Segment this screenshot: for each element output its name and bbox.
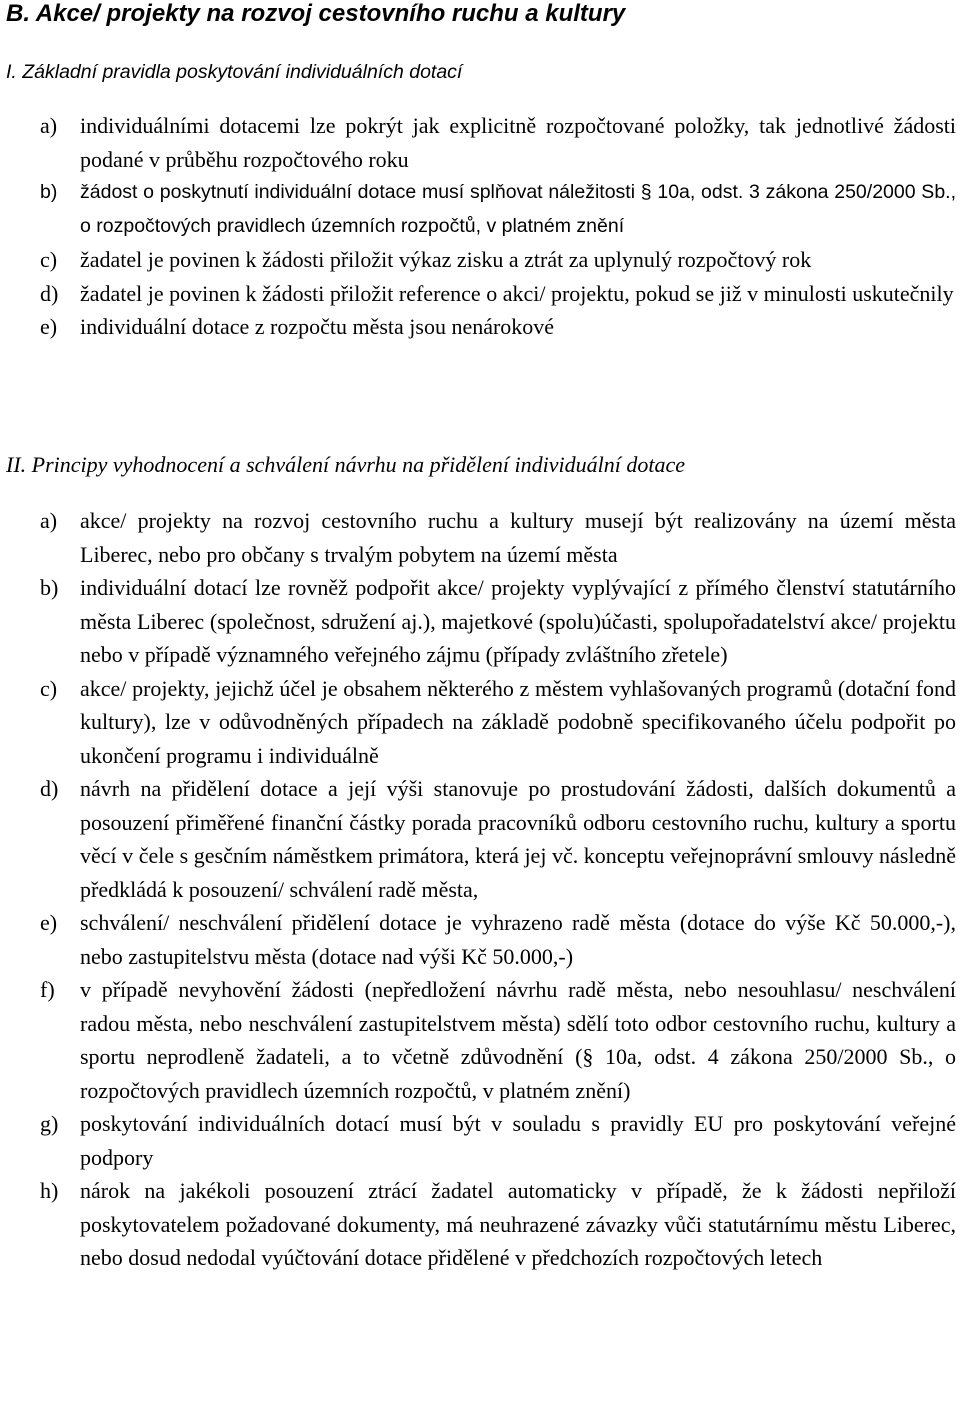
- document-title: B. Akce/ projekty na rozvoj cestovního ruchu a kultury: [6, 0, 626, 27]
- section-2-item-c: [0, 672, 956, 773]
- list-marker: f): [40, 977, 55, 1002]
- list-item-text: individuální dotace z rozpočtu města jsou nenárokové: [80, 314, 555, 339]
- list-item-text: individuálními dotacemi lze pokrýt jak explicitně rozpočtované položky, tak jednotlivé žádosti podané v průběhu rozpočtového roku: [80, 113, 956, 172]
- list-marker: e): [40, 910, 58, 935]
- section-2-item-a: [0, 504, 956, 571]
- section-1-item-b: [0, 176, 956, 243]
- list-item-text: žadatel je povinen k žádosti přiložit reference o akci/ projektu, pokud se již v minulosti uskutečnily: [80, 280, 954, 306]
- list-marker: a): [40, 508, 58, 533]
- list-item-text: akce/ projekty na rozvoj cestovního ruchu a kultury musejí být realizovány na území města Liberec, nebo pro občany s trvalým pobytem na území města: [80, 508, 956, 567]
- list-marker: c): [40, 247, 58, 272]
- list-marker: a): [40, 113, 58, 138]
- list-marker: b): [40, 575, 59, 600]
- section-2-item-d: [0, 772, 956, 906]
- list-marker: e): [40, 314, 58, 339]
- section-2-item-g: [0, 1107, 956, 1174]
- list-item-text: návrh na přidělení dotace a její výši stanovuje po prostudování žádosti, dalších dokumentů a posouzení přiměřené finanční částky porada pracovníků odboru cestovního ruchu, kultury a sportu věcí v čele s gesčním náměstkem primátora, která jej vč. konceptu veřejnoprávní smlouvy následně předkládá k posouzení/ schválení radě města,: [80, 776, 956, 902]
- list-item-text: schválení/ neschválení přidělení dotace je vyhrazeno radě města (dotace do výše Kč 50.000,-), nebo zastupitelstvu města (dotace nad výši Kč 50.000,-): [80, 910, 956, 969]
- list-marker: d): [40, 776, 59, 801]
- section-2-heading: II. Principy vyhodnocení a schválení návrhu na přidělení individuální dotace: [6, 452, 685, 477]
- list-item-text: akce/ projekty, jejichž účel je obsahem některého z městem vyhlašovaných programů (dotační fond kultury), lze v odůvodněných případech na základě podobně specifikovaného účelu podpořit po ukončení programu i individuálně: [80, 675, 956, 768]
- section-2-item-f: [0, 973, 956, 1107]
- section-1-heading: I. Základní pravidla poskytování individuálních dotací: [6, 61, 463, 83]
- section-1-item-a: [0, 109, 956, 176]
- list-marker: h): [40, 1178, 59, 1203]
- section-1-list: [0, 109, 956, 344]
- section-2-item-b: [0, 571, 956, 672]
- section-2-list: [0, 504, 956, 1275]
- list-item-text: poskytování individuálních dotací musí být v souladu s pravidly EU pro poskytování veřejné podpory: [80, 1111, 956, 1170]
- section-2-item-e: [0, 906, 956, 973]
- list-marker: g): [40, 1111, 59, 1136]
- list-item-text: nárok na jakékoli posouzení ztrácí žadatel automaticky v případě, že k žádosti nepřiloží poskytovatelem požadované dokumenty, má neuhrazené závazky vůči statutárnímu městu Liberec, nebo dosud nedodal vyúčtování dotace přidělené v předchozích rozpočtových letech: [80, 1178, 956, 1270]
- section-1-item-d: [0, 277, 956, 311]
- list-marker: c): [40, 675, 58, 701]
- section-1-item-e: [0, 310, 956, 344]
- list-item-text: individuální dotací lze rovněž podpořit akce/ projekty vyplývající z přímého členství statutárního města Liberec (společnost, sdružení aj.), majetkové (spolu)účasti, spolupořadatelství akce/ projektu nebo v případě významného veřejného zájmu (případy zvláštního zřetele): [80, 575, 956, 667]
- list-item-text: v případě nevyhovění žádosti (nepředložení návrhu radě města, nebo nesouhlasu/ neschválení radou města, nebo neschválení zastupitelstvem města) sdělí toto odbor cestovního ruchu, kultury a sportu neprodleně žadateli, a to včetně zdůvodnění (§ 10a, odst. 4 zákona 250/2000 Sb., o rozpočtových pravidlech územních rozpočtů, v platném znění): [80, 977, 956, 1103]
- list-marker: b): [40, 181, 58, 203]
- list-item-text: žadatel je povinen k žádosti přiložit výkaz zisku a ztrát za uplynulý rozpočtový rok: [80, 247, 812, 272]
- list-marker: d): [40, 280, 59, 306]
- section-2-item-h: [0, 1174, 956, 1275]
- list-item-text: žádost o poskytnutí individuální dotace musí splňovat náležitosti § 10a, odst. 3 zákona 250/2000 Sb., o rozpočtových pravidlech územních rozpočtů, v platném znění: [80, 181, 956, 237]
- section-1-item-c: [0, 243, 956, 277]
